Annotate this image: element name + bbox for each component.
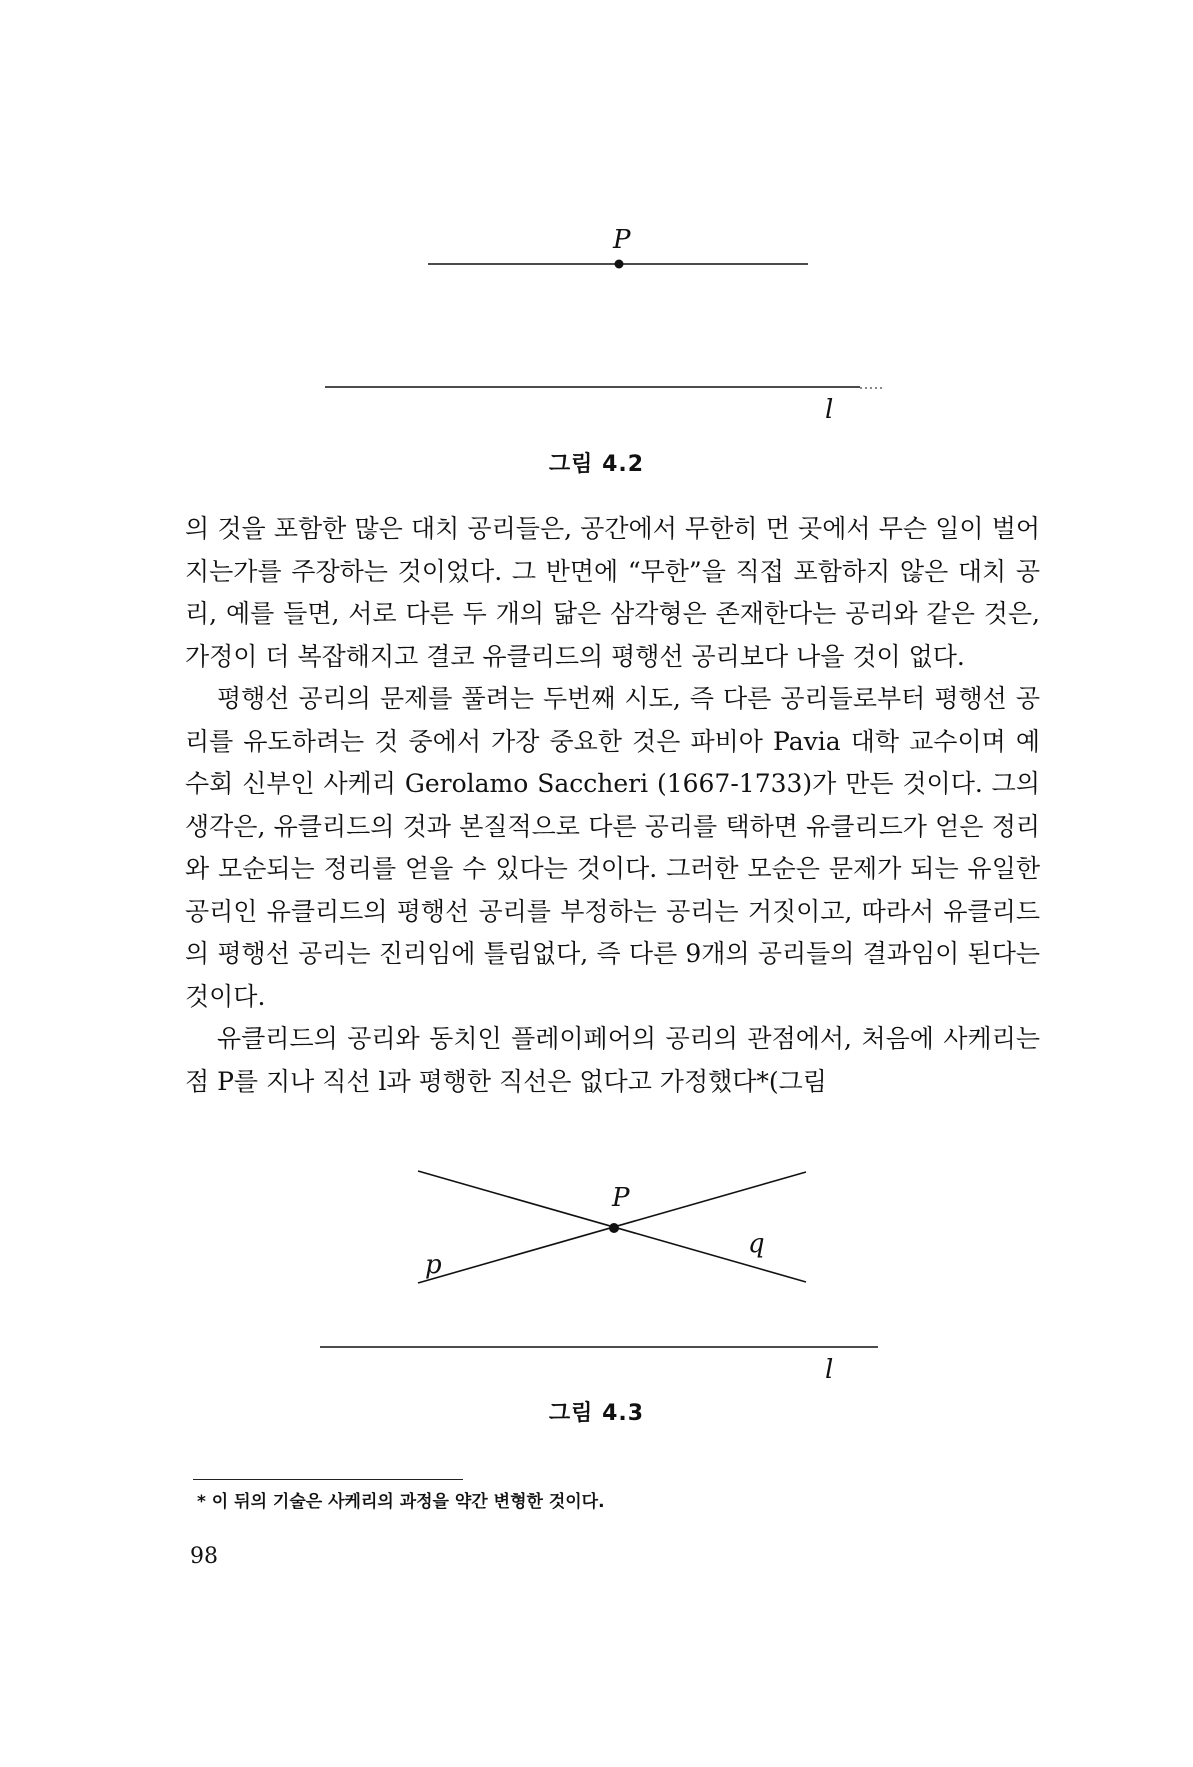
figure-4-3-caption: 그림 4.3: [548, 1401, 645, 1426]
point-p-label: P: [613, 225, 631, 255]
paragraph-2: 평행선 공리의 문제를 풀려는 두번째 시도, 즉 다른 공리들로부터 평행선 공리를 유도하려는 것 중에서 가장 중요한 것은 파비아 Pavia 대학 교수이며 예수회 신부인 사케리 Gerolamo Saccheri (1667-1733)가 만든 것이다. 그의 생각은, 유클리드의 것과 본질적으로 다른 공리를 택하면 유클리드가 얻은 정리와 모순되는 정리를 얻을 수 있다는 것이다. 그러한 모순은 문제가 되는 유일한 공리인 유클리드의 평행선 공리를 부정하는 공리는 거짓이고, 따라서 유클리드의 평행선 공리는 진리임에 틀림없다, 즉 다른 9개의 공리들의 결과임이 된다는 것이다.: [185, 684, 1040, 1011]
line-q-label: q: [748, 1229, 765, 1259]
page-number: 98: [190, 1544, 218, 1569]
footnote-divider: [193, 1479, 463, 1480]
point-p: [609, 1223, 619, 1233]
paragraph-1: 의 것을 포함한 많은 대치 공리들은, 공간에서 무한히 먼 곳에서 무슨 일이 벌어지는가를 주장하는 것이었다. 그 반면에 “무한”을 직접 포함하지 않은 대치 공리, 예를 들면, 서로 다른 두 개의 닮은 삼각형은 존재한다는 공리와 같은 것은, 가정이 더 복잡해지고 결코 유클리드의 평행선 공리보다 나을 것이 없다.: [185, 514, 1040, 671]
line-l-label: l: [825, 1355, 834, 1385]
body-text: [185, 508, 1040, 1103]
point-p-label: P: [612, 1183, 630, 1213]
figure-4-2-caption: 그림 4.2: [548, 452, 645, 477]
paragraph-3: 유클리드의 공리와 동치인 플레이페어의 공리의 관점에서, 처음에 사케리는 점 P를 지나 직선 l과 평행한 직선은 없다고 가정했다*(그림: [185, 1024, 1040, 1096]
line-p-label: p: [425, 1250, 442, 1280]
figure-4-3: [0, 1150, 1193, 1410]
line-l-label: l: [825, 395, 834, 425]
footnote: * 이 뒤의 기술은 사케리의 과정을 약간 변형한 것이다.: [197, 1492, 605, 1512]
point-p: [615, 260, 624, 269]
